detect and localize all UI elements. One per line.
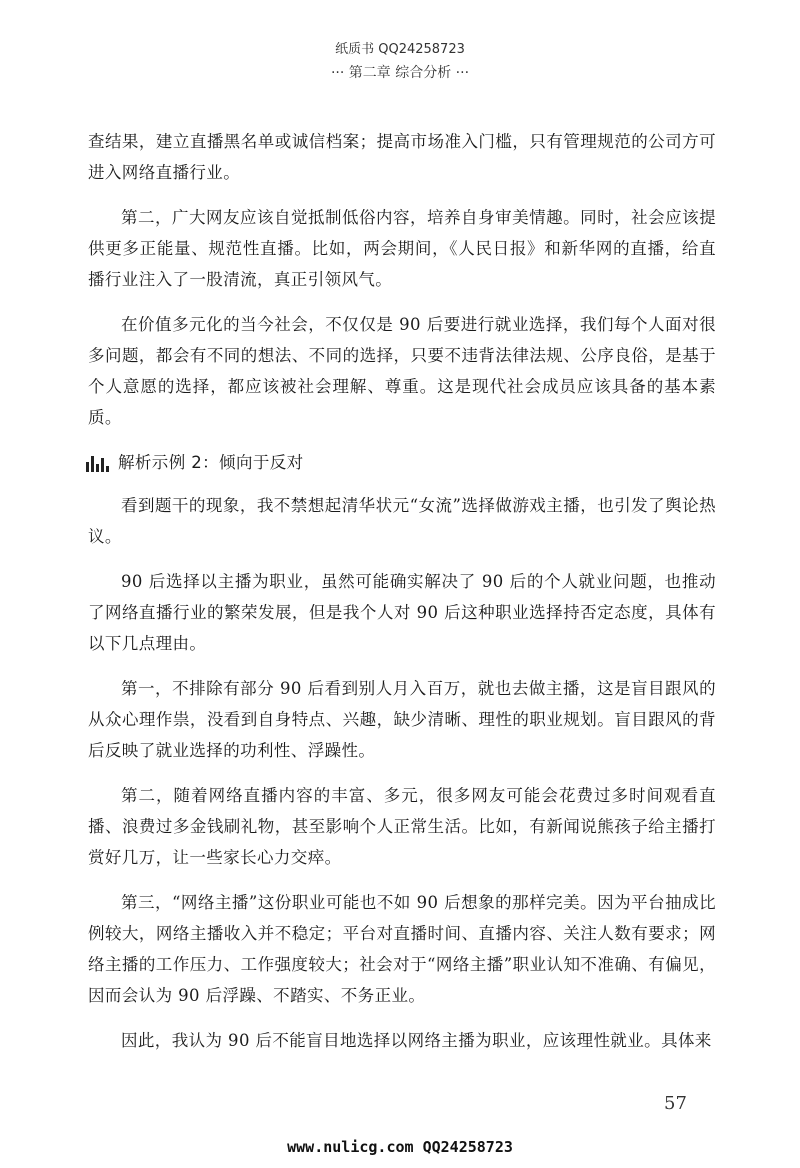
- paragraph: 第一，不排除有部分 90 后看到别人月入百万，就也去做主播，这是盲目跟风的从众心理作祟，没看到自身特点、兴趣，缺少清晰、理性的职业规划。盲目跟风的背后反映了就业选择的功利性、浮躁性。: [88, 679, 716, 760]
- page-body: [88, 126, 716, 1070]
- paragraph: 因此，我认为 90 后不能盲目地选择以网络主播为职业，应该理性就业。具体来: [121, 1031, 712, 1050]
- paragraph: 第二，随着网络直播内容的丰富、多元，很多网友可能会花费过多时间观看直播、浪费过多金钱刷礼物，甚至影响个人正常生活。比如，有新闻说熊孩子给主播打赏好几万，让一些家长心力交瘁。: [88, 786, 716, 867]
- paragraph: 在价值多元化的当今社会，不仅仅是 90 后要进行就业选择，我们每个人面对很多问题，都会有不同的想法、不同的选择，只要不违背法律法规、公序良俗，是基于个人意愿的选择，都应该被社会理解、尊重。这是现代社会成员应该具备的基本素质。: [88, 315, 716, 427]
- chapter-title: ··· 第二章 综合分析 ···: [330, 65, 470, 81]
- paragraph: 第三，“网络主播”这份职业可能也不如 90 后想象的那样完美。因为平台抽成比例较大，网络主播收入并不稳定；平台对直播时间、直播内容、关注人数有要求；网络主播的工作压力、工作强度较大；社会对于“网络主播”职业认知不准确、有偏见，因而会认为 90 后浮躁、不踏实、不务正业。: [88, 893, 716, 1005]
- paragraph: 第二，广大网友应该自觉抵制低俗内容，培养自身审美情趣。同时，社会应该提供更多正能量、规范性直播。比如，两会期间，《人民日报》和新华网的直播，给直播行业注入了一股清流，真正引领风气。: [88, 208, 716, 289]
- paragraph: 查结果，建立直播黑名单或诚信档案；提高市场准入门槛，只有管理规范的公司方可进入网络直播行业。: [88, 132, 716, 182]
- paragraph: 90 后选择以主播为职业，虽然可能确实解决了 90 后的个人就业问题，也推动了网络直播行业的繁荣发展，但是我个人对 90 后这种职业选择持否定态度，具体有以下几点理由。: [88, 572, 716, 653]
- footer-url: www.nulicg.com QQ24258723: [287, 1138, 513, 1156]
- page-number: 57: [664, 1093, 687, 1114]
- bar-chart-icon: [86, 454, 112, 472]
- section-heading: [88, 447, 716, 478]
- paragraph: 看到题干的现象，我不禁想起清华状元“女流”选择做游戏主播，也引发了舆论热议。: [88, 496, 716, 546]
- header-watermark: 纸质书 QQ24258723: [335, 42, 465, 57]
- section-heading-text: 解析示例 2：倾向于反对: [118, 453, 304, 472]
